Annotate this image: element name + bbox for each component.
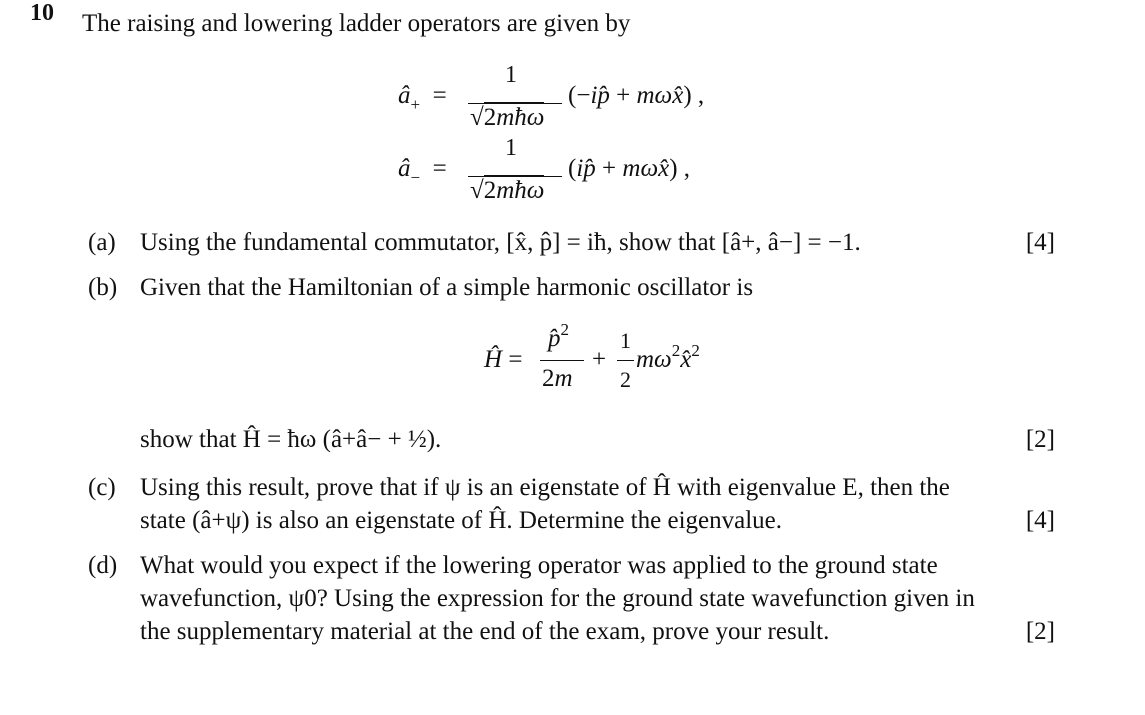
part-d-label: (d) (88, 552, 118, 579)
eq-a-plus-rhs: (−ip̂ + mωx̂) , (568, 82, 705, 109)
hamiltonian-half-num: 1 (620, 328, 631, 353)
eq-a-plus-denominator: √2mħω (470, 104, 545, 131)
eq-a-minus-lhs: $â_-$ = (398, 155, 447, 187)
part-b-text: Given that the Hamiltonian of a simple harmonic oscillator is (140, 274, 754, 301)
question-number: 10 (30, 0, 54, 26)
part-c-marks: [4] (1025, 507, 1055, 534)
hamiltonian-potential: $m\omega^2x̂^2$ (636, 341, 700, 373)
part-b-label: (b) (88, 274, 118, 301)
question-intro: The raising and lowering ladder operators are given by (82, 10, 631, 37)
eq-a-plus-numerator: 1 (505, 62, 517, 88)
part-d-line1: What would you expect if the lowering operator was applied to the ground state (140, 552, 938, 579)
part-a-marks: [4] (1025, 229, 1055, 256)
hamiltonian-fraction-bar-1 (540, 360, 584, 361)
hamiltonian-lhs: Ĥ = (484, 346, 523, 373)
eq-a-minus-denominator: √2mħω (470, 177, 545, 204)
eq-a-minus-rhs: (ip̂ + mωx̂) , (568, 155, 691, 182)
eq-a-minus-numerator: 1 (505, 135, 517, 161)
part-a-text: Using the fundamental commutator, [x̂, p̂] = iħ, show that [â+, â−] = −1. (140, 229, 861, 256)
eq-a-plus-lhs: $â_+$ = (398, 82, 447, 114)
part-c-line2: state (â+ψ) is also an eigenstate of Ĥ. Determine the eigenvalue. (140, 507, 783, 534)
hamiltonian-2m: 2m (542, 365, 573, 392)
part-c-label: (c) (88, 474, 116, 501)
hamiltonian-fraction-bar-2 (617, 360, 634, 361)
part-a-label: (a) (88, 229, 116, 256)
hamiltonian-p2: p̂$^2$ (548, 320, 569, 352)
part-b-marks: [2] (1025, 426, 1055, 453)
part-d-line3: the supplementary material at the end of the exam, prove your result. (140, 618, 830, 645)
part-b-show-text: show that Ĥ = ħω (â+â− + ½). (140, 426, 442, 453)
hamiltonian-half-den: 2 (620, 367, 631, 392)
part-d-marks: [2] (1025, 618, 1055, 645)
hamiltonian-plus: + (592, 346, 607, 373)
part-d-line2: wavefunction, ψ0? Using the expression for the ground state wavefunction given in (140, 585, 975, 612)
part-c-line1: Using this result, prove that if ψ is an eigenstate of Ĥ with eigenvalue E, then the (140, 474, 950, 501)
